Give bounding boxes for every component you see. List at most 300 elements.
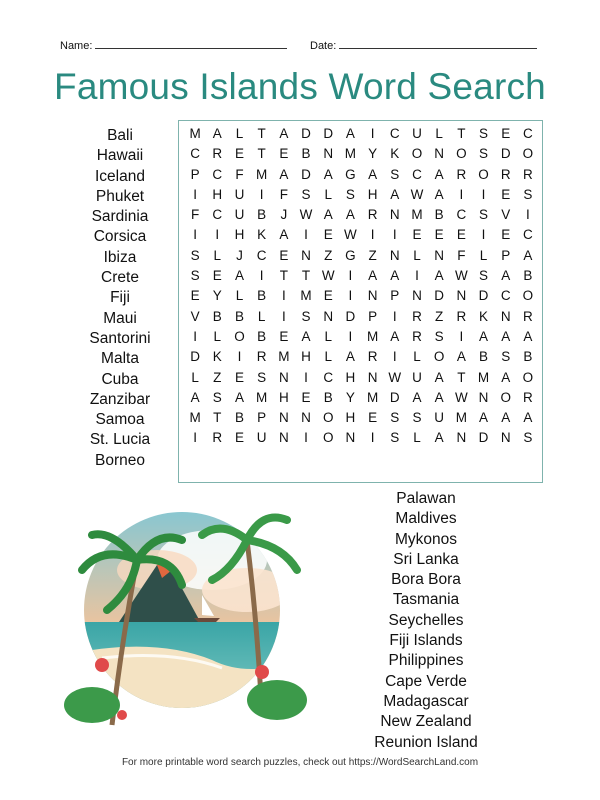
grid-letter: A (501, 328, 511, 344)
grid-letter: E (412, 227, 422, 243)
grid-letter: V (501, 207, 511, 223)
word-list-item: Maldives (395, 510, 457, 528)
grid-letter: O (433, 349, 445, 365)
word-list-item: Sardinia (91, 208, 149, 226)
grid-letter: A (368, 268, 378, 284)
grid-letter: T (457, 126, 466, 141)
grid-letter: T (257, 126, 266, 141)
word-list-item: Fiji (110, 289, 130, 307)
grid-letter: D (301, 126, 311, 141)
grid-letter: I (481, 227, 486, 243)
grid-letter: Y (368, 146, 378, 162)
grid-letter: B (523, 268, 533, 284)
grid-letter: O (522, 146, 534, 162)
grid-letter: A (345, 349, 355, 365)
word-list-item: Phuket (95, 187, 145, 205)
date-line[interactable] (339, 38, 537, 49)
grid-row (184, 165, 539, 185)
grid-letter: A (412, 389, 422, 405)
word-list-item: Cape Verde (385, 672, 467, 690)
grid-letter: A (479, 328, 489, 344)
grid-letter: H (234, 227, 245, 243)
grid-letter: E (323, 288, 333, 304)
grid-letter: A (434, 369, 444, 385)
grid-row (184, 368, 539, 388)
grid-letter: A (301, 328, 311, 344)
grid-letter: O (322, 410, 334, 426)
grid-letter: J (236, 247, 243, 263)
word-list-item: Reunion Island (374, 733, 478, 751)
grid-letter: R (256, 349, 267, 365)
grid-letter: S (190, 268, 200, 284)
grid-letter: D (301, 166, 311, 182)
grid-letter: I (193, 328, 197, 344)
grid-letter: B (234, 308, 244, 324)
grid-letter: W (454, 268, 468, 284)
grid-letter: W (388, 369, 402, 385)
grid-letter: F (235, 166, 244, 182)
grid-letter: B (434, 207, 444, 223)
grid-letter: R (456, 308, 467, 324)
grid-letter: B (323, 389, 333, 405)
grid-row (184, 388, 539, 408)
grid-letter: E (301, 389, 311, 405)
grid-letter: A (523, 247, 533, 263)
grid-letter: I (259, 268, 264, 284)
grid-letter: N (323, 308, 334, 324)
grid-letter: E (456, 227, 466, 243)
grid-letter: P (390, 288, 400, 304)
word-list-item: Borneo (95, 451, 145, 469)
grid-letter: A (434, 186, 444, 202)
grid-letter: N (500, 308, 511, 324)
word-list-item: Santorini (89, 329, 151, 347)
grid-letter: O (322, 430, 334, 446)
grid-letter: I (304, 430, 308, 446)
grid-letter: I (415, 268, 419, 284)
grid-letter: S (523, 430, 533, 446)
grid-letter: R (367, 349, 378, 365)
grid-letter: F (457, 247, 466, 263)
grid-row (184, 327, 539, 347)
grid-letter: A (279, 126, 289, 141)
grid-letter: L (257, 308, 266, 324)
word-list-item: Corsica (93, 228, 147, 246)
grid-letter: E (501, 186, 511, 202)
grid-letter: S (390, 410, 400, 426)
grid-letter: N (434, 247, 445, 263)
grid-row (184, 144, 539, 164)
grid-letter: U (234, 186, 245, 202)
grid-letter: O (500, 389, 511, 405)
grid-letter: E (501, 126, 511, 141)
word-list-item: Madagascar (383, 692, 469, 710)
grid-letter: U (256, 430, 267, 446)
word-list-item: Hawaii (96, 147, 144, 165)
grid-letter: H (367, 186, 378, 202)
grid-letter: I (526, 207, 530, 223)
grid-letter: O (234, 328, 245, 344)
word-list-item: Bora Bora (391, 571, 461, 589)
grid-letter: F (279, 186, 288, 202)
word-list-item: Malta (101, 350, 139, 368)
grid-letter: C (212, 207, 223, 223)
grid-letter: C (412, 166, 422, 182)
grid-letter: I (370, 126, 375, 141)
grid-letter: R (212, 430, 223, 446)
grid-letter: U (434, 410, 445, 426)
grid-letter: B (257, 207, 267, 223)
grid-row (184, 307, 539, 327)
grid-letter: A (501, 410, 511, 426)
grid-letter: S (301, 186, 311, 202)
footer-note: For more printable word search puzzles, check out https://WordSearchLand.com (121, 757, 479, 768)
grid-letter: I (193, 430, 197, 446)
word-list-item: Samoa (95, 411, 145, 429)
grid-letter: A (345, 207, 355, 223)
grid-letter: W (299, 207, 313, 223)
grid-letter: M (189, 126, 201, 141)
grid-letter: B (257, 288, 267, 304)
grid-letter: E (434, 227, 444, 243)
grid-letter: R (523, 166, 533, 182)
grid-letter: L (413, 247, 421, 263)
grid-letter: D (478, 288, 489, 304)
word-list-item: Zanzibar (89, 390, 151, 408)
name-field[interactable] (60, 38, 287, 52)
grid-letter: E (190, 288, 200, 304)
grid-letter: A (323, 207, 333, 223)
grid-letter: A (390, 268, 400, 284)
grid-row (184, 347, 539, 367)
grid-letter: I (370, 430, 375, 446)
grid-letter: A (345, 126, 355, 141)
grid-letter: V (190, 308, 200, 324)
grid-letter: M (189, 410, 201, 426)
grid-letter: I (459, 186, 464, 202)
grid-letter: G (345, 247, 356, 263)
grid-letter: C (212, 166, 223, 182)
grid-letter: L (235, 126, 244, 141)
grid-letter: B (234, 410, 244, 426)
grid-letter: I (348, 328, 353, 344)
grid-letter: N (278, 430, 289, 446)
grid-letter: H (278, 389, 289, 405)
grid-row (184, 428, 539, 448)
grid-letter: K (212, 349, 222, 365)
grid-letter: A (434, 166, 444, 182)
grid-letter: E (279, 247, 289, 263)
grid-letter: N (367, 369, 378, 385)
grid-letter: R (523, 308, 533, 324)
grid-letter: N (367, 288, 378, 304)
grid-letter: P (501, 247, 511, 263)
grid-letter: N (389, 247, 400, 263)
grid-letter: N (278, 410, 289, 426)
name-line[interactable] (95, 38, 287, 49)
grid-letter: A (523, 328, 533, 344)
grid-letter: A (434, 430, 444, 446)
grid-letter: L (324, 186, 332, 202)
word-list-item: Philippines (388, 652, 464, 670)
grid-letter: H (345, 369, 356, 385)
grid-letter: A (434, 268, 444, 284)
grid-letter: C (500, 288, 511, 304)
grid-letter: W (344, 227, 357, 243)
grid-letter: S (345, 186, 355, 202)
grid-letter: N (389, 207, 400, 223)
grid-letter: S (479, 268, 489, 284)
word-list-item: St. Lucia (89, 431, 151, 449)
word-list-left (70, 126, 170, 471)
grid-letter: D (434, 288, 445, 304)
grid-letter: S (212, 389, 222, 405)
grid-letter: I (215, 227, 220, 243)
word-list-right (356, 489, 496, 753)
grid-letter: N (323, 146, 334, 162)
grid-letter: S (479, 146, 489, 162)
grid-letter: Z (213, 369, 222, 385)
grid-letter: M (256, 166, 268, 182)
grid-letter: T (279, 268, 288, 284)
grid-letter: E (234, 369, 244, 385)
grid-letter: Z (324, 247, 333, 263)
grid-letter: T (457, 369, 466, 385)
grid-letter: D (478, 430, 489, 446)
grid-letter: P (257, 410, 267, 426)
grid-letter: B (523, 349, 533, 365)
grid-letter: S (523, 186, 533, 202)
grid-letter: K (479, 308, 489, 324)
grid-letter: S (390, 430, 400, 446)
grid-letter: O (522, 369, 534, 385)
grid-letter: R (367, 207, 378, 223)
grid-letter: L (213, 328, 222, 344)
grid-letter: S (257, 369, 267, 385)
grid-letter: I (281, 288, 286, 304)
grid-letter: A (501, 369, 511, 385)
grid-letter: L (413, 349, 421, 365)
word-list-item: Ibiza (103, 248, 137, 266)
grid-letter: A (212, 126, 222, 141)
grid-letter: S (390, 166, 400, 182)
grid-letter: T (213, 410, 222, 426)
grid-letter: E (368, 410, 378, 426)
word-list-item: Seychelles (388, 611, 464, 629)
grid-letter: E (323, 227, 333, 243)
grid-letter: A (234, 268, 244, 284)
grid-letter: S (501, 349, 511, 365)
grid-letter: I (392, 308, 397, 324)
grid-letter: S (190, 247, 200, 263)
grid-letter: H (301, 349, 311, 365)
grid-letter: I (259, 186, 264, 202)
grid-letter: O (478, 166, 489, 182)
grid-letter: A (390, 186, 400, 202)
grid-letter: I (481, 186, 486, 202)
grid-letter: C (456, 207, 467, 223)
grid-letter: A (279, 227, 289, 243)
grid-letter: I (392, 349, 397, 365)
grid-letter: N (434, 146, 445, 162)
grid-letter: T (301, 268, 311, 284)
grid-letter: N (412, 288, 422, 304)
date-field[interactable] (310, 38, 537, 52)
grid-letter: D (389, 389, 400, 405)
grid-letter: R (412, 308, 422, 324)
word-search-grid (178, 120, 543, 483)
grid-letter: I (348, 268, 353, 284)
grid-letter: A (234, 389, 244, 405)
grid-letter: N (456, 288, 467, 304)
grid-letter: F (190, 207, 200, 223)
grid-letter: T (257, 146, 266, 162)
grid-letter: W (321, 268, 335, 284)
grid-letter: L (191, 369, 199, 385)
grid-letter: N (500, 430, 511, 446)
grid-letter: H (345, 410, 356, 426)
grid-row (184, 225, 539, 245)
grid-letter: A (323, 166, 333, 182)
grid-letter: N (456, 430, 467, 446)
word-list-item: Fiji Islands (389, 632, 463, 650)
word-list-item: Crete (101, 269, 139, 287)
grid-letter: A (190, 389, 200, 405)
grid-letter: Z (435, 308, 444, 324)
page-title: Famous Islands Word Search (54, 66, 546, 107)
grid-letter: A (501, 268, 511, 284)
grid-letter: C (389, 126, 400, 141)
grid-letter: I (193, 227, 197, 243)
grid-letter: P (190, 166, 200, 182)
grid-letter: E (234, 146, 244, 162)
grid-letter: O (522, 288, 534, 304)
grid-letter: R (212, 146, 223, 162)
word-list-item: Maui (103, 309, 137, 327)
grid-row (184, 124, 539, 144)
grid-letter: A (456, 349, 466, 365)
grid-row (184, 246, 539, 266)
grid-letter: E (501, 227, 511, 243)
grid-letter: A (479, 410, 489, 426)
grid-letter: E (279, 328, 289, 344)
name-label: Name: (60, 40, 93, 52)
grid-letter: I (237, 349, 242, 365)
grid-letter: M (366, 328, 379, 344)
grid-letter: I (459, 328, 464, 344)
grid-letter: I (193, 186, 197, 202)
word-list-item: Sri Lanka (393, 550, 459, 568)
grid-letter: L (324, 328, 332, 344)
grid-row (184, 408, 539, 428)
word-list-item: Palawan (396, 490, 456, 507)
grid-letter: Y (345, 389, 355, 405)
word-list-item: Iceland (95, 167, 145, 185)
grid-letter: L (235, 288, 244, 304)
grid-letter: R (500, 166, 511, 182)
grid-letter: A (434, 389, 444, 405)
grid-letter: L (479, 247, 488, 263)
grid-letter: L (213, 247, 222, 263)
grid-letter: U (412, 126, 422, 141)
grid-letter: M (366, 389, 379, 405)
word-list-item: Tasmania (392, 591, 460, 609)
grid-letter: S (301, 308, 311, 324)
grid-letter: R (412, 328, 422, 344)
grid-letter: C (523, 126, 533, 141)
grid-letter: I (348, 288, 353, 304)
grid-letter: E (279, 146, 289, 162)
word-list-item: Bali (107, 127, 133, 144)
grid-letter: M (278, 349, 290, 365)
grid-letter: C (523, 227, 533, 243)
grid-letter: M (344, 146, 357, 162)
grid-letter: A (279, 166, 289, 182)
grid-letter: N (345, 430, 356, 446)
grid-letter: C (323, 369, 334, 385)
grid-letter: B (212, 308, 222, 324)
grid-letter: B (479, 349, 489, 365)
grid-row (184, 286, 539, 306)
grid-letter: L (324, 349, 332, 365)
grid-letter: I (281, 308, 286, 324)
grid-row (184, 266, 539, 286)
grid-letter: I (370, 227, 375, 243)
grid-letter: H (212, 186, 223, 202)
grid-letter: M (300, 288, 312, 304)
grid-letter: D (500, 146, 511, 162)
grid-letter: K (390, 146, 400, 162)
grid-letter: P (368, 308, 378, 324)
grid-letter: J (280, 207, 288, 223)
grid-letter: E (234, 430, 244, 446)
grid-letter: M (411, 207, 423, 223)
grid-letter: B (301, 146, 311, 162)
grid-letter: O (411, 146, 423, 162)
grid-letter: R (523, 389, 533, 405)
grid-letter: R (456, 166, 467, 182)
grid-row (184, 205, 539, 225)
grid-letter: D (190, 349, 200, 365)
grid-letter: M (256, 389, 268, 405)
grid-letter: M (455, 410, 467, 426)
date-label: Date: (310, 40, 337, 52)
grid-letter: D (323, 126, 334, 141)
grid-letter: I (304, 227, 308, 243)
word-list-item: Mykonos (394, 530, 458, 548)
tropical-island-illustration (62, 500, 310, 750)
grid-letter: Z (368, 247, 377, 263)
grid-letter: Y (212, 288, 222, 304)
grid-letter: U (234, 207, 245, 223)
grid-letter: G (345, 166, 356, 182)
grid-letter: L (413, 430, 421, 446)
grid-letter: W (454, 389, 468, 405)
grid-letter: S (412, 410, 422, 426)
grid-letter: N (278, 369, 289, 385)
grid-letter: U (412, 369, 422, 385)
grid-letter: A (368, 166, 378, 182)
grid-row (184, 185, 539, 205)
word-list-item: New Zealand (380, 713, 472, 731)
grid-letter: W (410, 186, 424, 202)
grid-letter: C (190, 146, 200, 162)
grid-letter: A (523, 410, 533, 426)
grid-letter: S (479, 126, 489, 141)
grid-letter: C (256, 247, 267, 263)
grid-letter: A (390, 328, 400, 344)
word-list-item: Cuba (101, 370, 139, 388)
